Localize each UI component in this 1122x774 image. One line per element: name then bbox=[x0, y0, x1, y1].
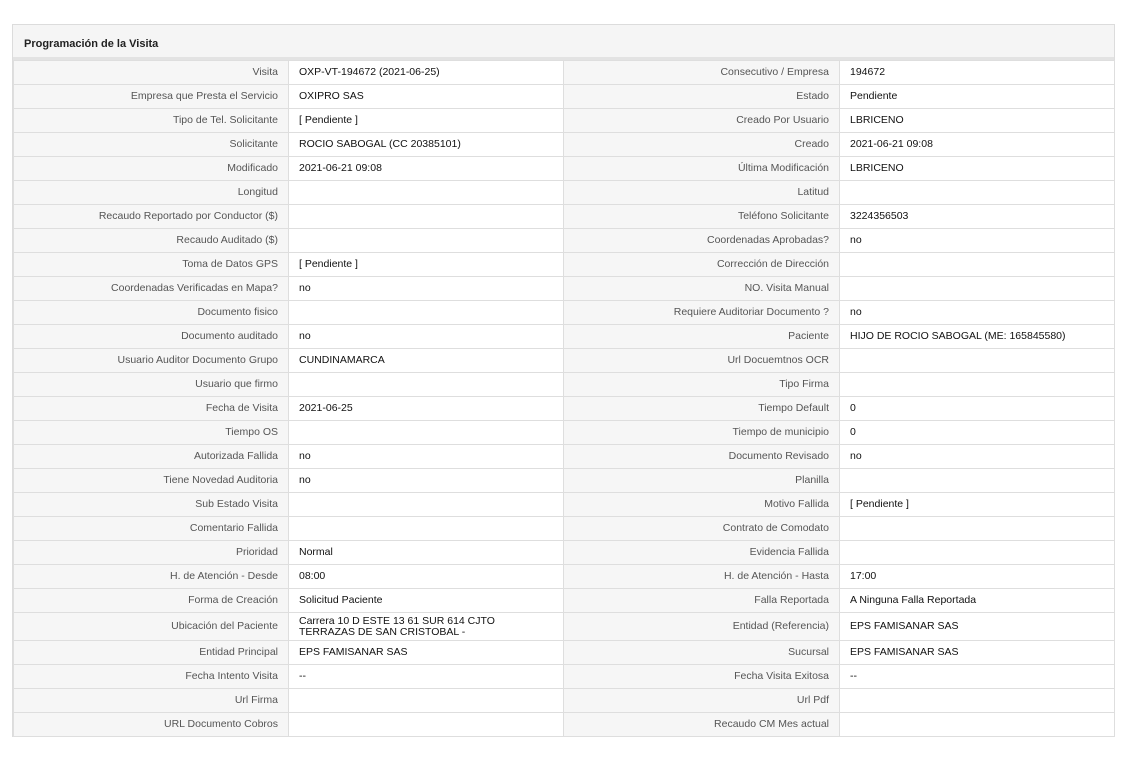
field-label: Comentario Fallida bbox=[14, 517, 289, 541]
field-label: Creado bbox=[564, 133, 840, 157]
field-label: NO. Visita Manual bbox=[564, 277, 840, 301]
field-label: Solicitante bbox=[14, 133, 289, 157]
field-value bbox=[840, 181, 1115, 205]
field-label: Paciente bbox=[564, 325, 840, 349]
table-row bbox=[14, 373, 1115, 397]
field-value bbox=[840, 689, 1115, 713]
field-value: [ Pendiente ] bbox=[289, 109, 564, 133]
field-value: no bbox=[840, 229, 1115, 253]
field-value: EPS FAMISANAR SAS bbox=[840, 641, 1115, 665]
field-label: Requiere Auditoriar Documento ? bbox=[564, 301, 840, 325]
field-value: A Ninguna Falla Reportada bbox=[840, 589, 1115, 613]
field-value bbox=[289, 517, 564, 541]
field-value: 2021-06-21 09:08 bbox=[289, 157, 564, 181]
table-row bbox=[14, 641, 1115, 665]
field-value: no bbox=[840, 301, 1115, 325]
field-label: Longitud bbox=[14, 181, 289, 205]
field-label: Documento auditado bbox=[14, 325, 289, 349]
field-label: Sucursal bbox=[564, 641, 840, 665]
field-label: Usuario Auditor Documento Grupo bbox=[14, 349, 289, 373]
table-row bbox=[14, 109, 1115, 133]
field-value: Carrera 10 D ESTE 13 61 SUR 614 CJTO TERRAZAS DE SAN CRISTOBAL - bbox=[289, 613, 564, 641]
field-value: 2021-06-25 bbox=[289, 397, 564, 421]
field-value bbox=[289, 373, 564, 397]
field-label: Recaudo Reportado por Conductor ($) bbox=[14, 205, 289, 229]
field-label: Modificado bbox=[14, 157, 289, 181]
table-row bbox=[14, 541, 1115, 565]
field-value: OXP-VT-194672 (2021-06-25) bbox=[289, 61, 564, 85]
field-value bbox=[840, 541, 1115, 565]
visit-details-table bbox=[13, 60, 1115, 737]
table-row bbox=[14, 713, 1115, 737]
field-value: ROCIO SABOGAL (CC 20385101) bbox=[289, 133, 564, 157]
field-value bbox=[289, 689, 564, 713]
field-value: [ Pendiente ] bbox=[840, 493, 1115, 517]
field-value: [ Pendiente ] bbox=[289, 253, 564, 277]
field-value: no bbox=[840, 445, 1115, 469]
table-row bbox=[14, 181, 1115, 205]
field-label: Toma de Datos GPS bbox=[14, 253, 289, 277]
table-row bbox=[14, 85, 1115, 109]
table-row bbox=[14, 349, 1115, 373]
field-label: Coordenadas Aprobadas? bbox=[564, 229, 840, 253]
field-label: Documento Revisado bbox=[564, 445, 840, 469]
field-label: Documento fisico bbox=[14, 301, 289, 325]
field-label: Corrección de Dirección bbox=[564, 253, 840, 277]
field-label: Tipo Firma bbox=[564, 373, 840, 397]
field-label: Evidencia Fallida bbox=[564, 541, 840, 565]
table-row bbox=[14, 277, 1115, 301]
field-label: URL Documento Cobros bbox=[14, 713, 289, 737]
field-value bbox=[840, 253, 1115, 277]
field-label: Usuario que firmo bbox=[14, 373, 289, 397]
table-row bbox=[14, 445, 1115, 469]
table-row bbox=[14, 665, 1115, 689]
table-row bbox=[14, 493, 1115, 517]
field-value bbox=[840, 349, 1115, 373]
field-value: 17:00 bbox=[840, 565, 1115, 589]
field-label: Prioridad bbox=[14, 541, 289, 565]
table-row bbox=[14, 229, 1115, 253]
table-row bbox=[14, 325, 1115, 349]
field-label: Fecha Intento Visita bbox=[14, 665, 289, 689]
field-value bbox=[840, 713, 1115, 737]
visit-schedule-panel bbox=[12, 24, 1115, 737]
field-value: LBRICENO bbox=[840, 109, 1115, 133]
field-value bbox=[289, 229, 564, 253]
field-value: no bbox=[289, 469, 564, 493]
field-value: -- bbox=[840, 665, 1115, 689]
field-value bbox=[840, 373, 1115, 397]
field-value: -- bbox=[289, 665, 564, 689]
field-value: EPS FAMISANAR SAS bbox=[840, 613, 1115, 641]
table-row bbox=[14, 689, 1115, 713]
field-value: Normal bbox=[289, 541, 564, 565]
field-value: 08:00 bbox=[289, 565, 564, 589]
field-label: Forma de Creación bbox=[14, 589, 289, 613]
field-label: H. de Atención - Desde bbox=[14, 565, 289, 589]
field-label: Ubicación del Paciente bbox=[14, 613, 289, 641]
table-row bbox=[14, 301, 1115, 325]
field-value bbox=[289, 205, 564, 229]
field-label: Entidad Principal bbox=[14, 641, 289, 665]
field-value: no bbox=[289, 277, 564, 301]
table-row bbox=[14, 157, 1115, 181]
field-label: Tiempo Default bbox=[564, 397, 840, 421]
field-label: Entidad (Referencia) bbox=[564, 613, 840, 641]
field-label: Fecha Visita Exitosa bbox=[564, 665, 840, 689]
field-label: Teléfono Solicitante bbox=[564, 205, 840, 229]
field-label: Tiempo de municipio bbox=[564, 421, 840, 445]
field-label: Coordenadas Verificadas en Mapa? bbox=[14, 277, 289, 301]
field-value: EPS FAMISANAR SAS bbox=[289, 641, 564, 665]
field-label: Tipo de Tel. Solicitante bbox=[14, 109, 289, 133]
field-label: Url Docuemtnos OCR bbox=[564, 349, 840, 373]
field-value bbox=[289, 181, 564, 205]
field-value bbox=[289, 493, 564, 517]
field-label: Contrato de Comodato bbox=[564, 517, 840, 541]
field-value bbox=[840, 277, 1115, 301]
field-label: Sub Estado Visita bbox=[14, 493, 289, 517]
field-label: Empresa que Presta el Servicio bbox=[14, 85, 289, 109]
table-row bbox=[14, 421, 1115, 445]
field-value: HIJO DE ROCIO SABOGAL (ME: 165845580) bbox=[840, 325, 1115, 349]
table-row bbox=[14, 565, 1115, 589]
table-row bbox=[14, 469, 1115, 493]
field-label: Recaudo CM Mes actual bbox=[564, 713, 840, 737]
field-value: LBRICENO bbox=[840, 157, 1115, 181]
field-label: Tiempo OS bbox=[14, 421, 289, 445]
field-value bbox=[840, 469, 1115, 493]
field-label: Falla Reportada bbox=[564, 589, 840, 613]
field-value: 3224356503 bbox=[840, 205, 1115, 229]
field-label: Tiene Novedad Auditoria bbox=[14, 469, 289, 493]
field-value: Pendiente bbox=[840, 85, 1115, 109]
field-label: Creado Por Usuario bbox=[564, 109, 840, 133]
table-row bbox=[14, 205, 1115, 229]
field-label: Última Modificación bbox=[564, 157, 840, 181]
field-value bbox=[289, 713, 564, 737]
table-row bbox=[14, 517, 1115, 541]
field-label: Visita bbox=[14, 61, 289, 85]
field-value: 194672 bbox=[840, 61, 1115, 85]
field-label: Url Pdf bbox=[564, 689, 840, 713]
field-value: no bbox=[289, 325, 564, 349]
field-label: Latitud bbox=[564, 181, 840, 205]
field-value: 0 bbox=[840, 397, 1115, 421]
field-label: Consecutivo / Empresa bbox=[564, 61, 840, 85]
field-label: Autorizada Fallida bbox=[14, 445, 289, 469]
field-value: 0 bbox=[840, 421, 1115, 445]
field-value: Solicitud Paciente bbox=[289, 589, 564, 613]
table-row bbox=[14, 133, 1115, 157]
field-value bbox=[289, 301, 564, 325]
table-row bbox=[14, 397, 1115, 421]
panel-header bbox=[13, 25, 1114, 60]
table-row bbox=[14, 589, 1115, 613]
table-row bbox=[14, 61, 1115, 85]
field-label: Estado bbox=[564, 85, 840, 109]
field-label: Url Firma bbox=[14, 689, 289, 713]
field-label: Recaudo Auditado ($) bbox=[14, 229, 289, 253]
field-value: no bbox=[289, 445, 564, 469]
field-label: Fecha de Visita bbox=[14, 397, 289, 421]
panel-title: Programación de la Visita bbox=[24, 38, 159, 50]
field-value: 2021-06-21 09:08 bbox=[840, 133, 1115, 157]
field-label: Motivo Fallida bbox=[564, 493, 840, 517]
field-label: Planilla bbox=[564, 469, 840, 493]
field-value bbox=[840, 517, 1115, 541]
table-row bbox=[14, 253, 1115, 277]
table-row bbox=[14, 613, 1115, 641]
field-value bbox=[289, 421, 564, 445]
field-label: H. de Atención - Hasta bbox=[564, 565, 840, 589]
field-value: CUNDINAMARCA bbox=[289, 349, 564, 373]
field-value: OXIPRO SAS bbox=[289, 85, 564, 109]
